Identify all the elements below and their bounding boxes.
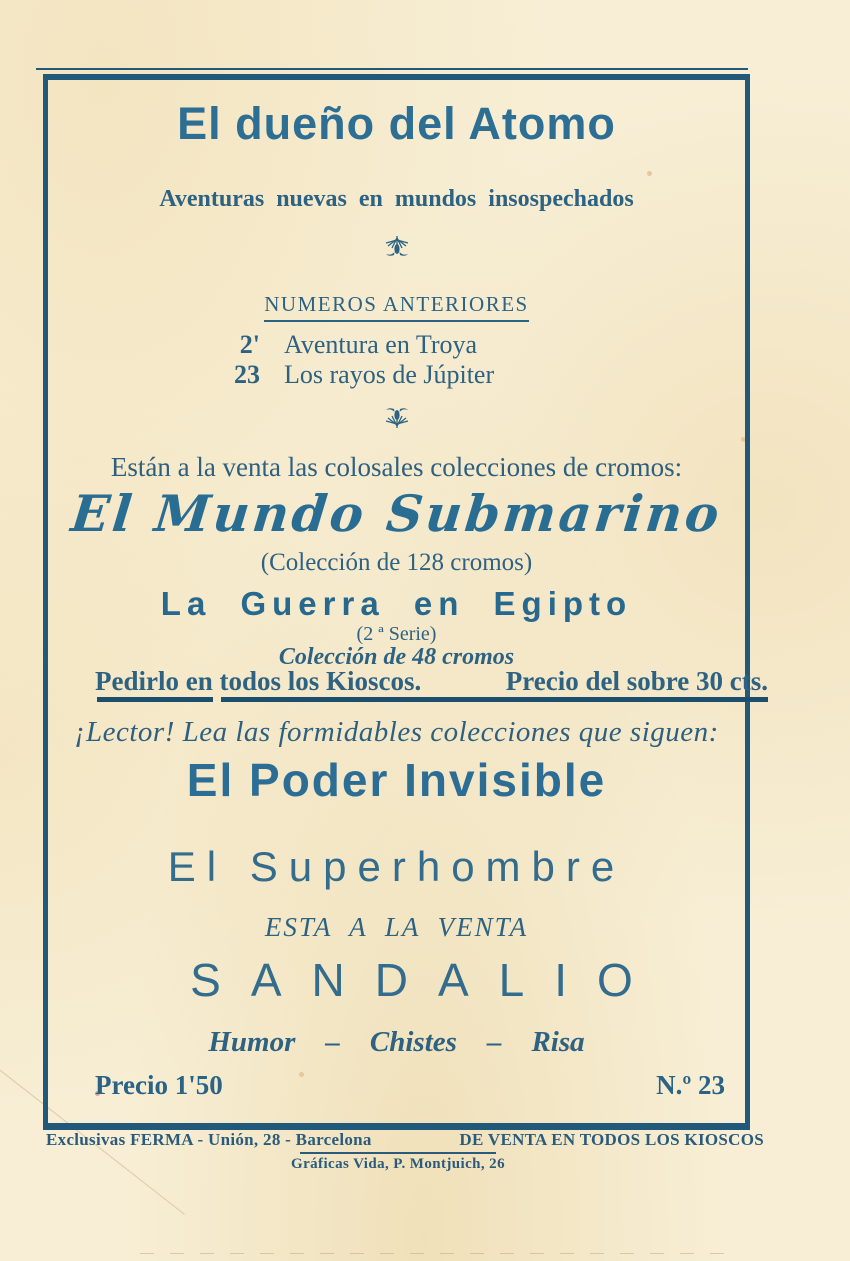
- divider-rule-left: [97, 697, 213, 702]
- issue-number-badge: N.º 23: [656, 1070, 725, 1100]
- collection-title-mundo-submarino: El Mundo Submarino: [68, 484, 725, 543]
- sandalio-tagline: [43, 1026, 750, 1059]
- sale-line: DE VENTA EN TODOS LOS KIOSCOS: [459, 1130, 764, 1149]
- issue-number: 2': [239, 330, 260, 359]
- series-subtitle: Aventuras nuevas en mundos insospechados: [159, 186, 634, 212]
- list-item: [170, 330, 620, 360]
- issue-title: Aventura en Troya: [284, 330, 478, 359]
- list-item: [170, 360, 620, 390]
- issue-number: 23: [234, 360, 260, 389]
- issue-title: Los rayos de Júpiter: [284, 360, 495, 389]
- publisher-line: Exclusivas FERMA - Unión, 28 - Barcelona: [46, 1130, 372, 1149]
- paper-specks: [0, 0, 3, 3]
- divider-rule-right: [221, 697, 768, 702]
- tagline-dash: –: [486, 1026, 502, 1058]
- price-issue-row: [95, 1070, 725, 1101]
- tagline-word: Chistes: [369, 1026, 457, 1058]
- collection-2-series: (2 ª Serie): [356, 623, 437, 645]
- promo-title-sandalio: SANDALIO: [190, 954, 663, 1006]
- previous-issues-heading: NUMEROS ANTERIORES: [43, 292, 750, 322]
- fleuron-up-icon: [43, 232, 750, 265]
- collection-2-detail: Colección de 48 cromos: [278, 644, 515, 670]
- promo-title-poder-invisible: El Poder Invisible: [186, 754, 607, 806]
- collection-title-guerra-egipto: La Guerra en Egipto: [160, 585, 633, 622]
- cromos-intro-line: Están a la venta las colosales colecciones de cromos:: [110, 452, 683, 482]
- series-title: El dueño del Atomo: [177, 98, 616, 149]
- tagline-word: Risa: [531, 1026, 585, 1058]
- collection-1-detail: (Colección de 128 cromos): [260, 549, 533, 576]
- order-price-row: [95, 666, 768, 697]
- tagline-dash: –: [325, 1026, 340, 1058]
- reader-lead-line: ¡Lector! Lea las formidables colecciones que siguen:: [74, 716, 719, 748]
- printer-line: Gráficas Vida, P. Montjuich, 26: [291, 1156, 505, 1172]
- frame-top-thin-rule: [36, 68, 748, 70]
- paper-edge-dust: [140, 1253, 740, 1254]
- previous-issues-list: [170, 330, 620, 390]
- footer-row: [46, 1130, 764, 1150]
- tagline-word: Humor: [208, 1026, 296, 1058]
- availability-line: ESTA A LA VENTA: [264, 912, 529, 942]
- promo-title-superhombre: El Superhombre: [167, 843, 626, 890]
- fleuron-down-icon: [43, 404, 750, 437]
- cover-price: Precio 1'50: [95, 1070, 223, 1100]
- order-note: Pedirlo en todos los Kioscos.: [95, 666, 422, 696]
- printer-rule: [300, 1152, 496, 1154]
- price-note: Precio del sobre 30 cts.: [505, 666, 768, 696]
